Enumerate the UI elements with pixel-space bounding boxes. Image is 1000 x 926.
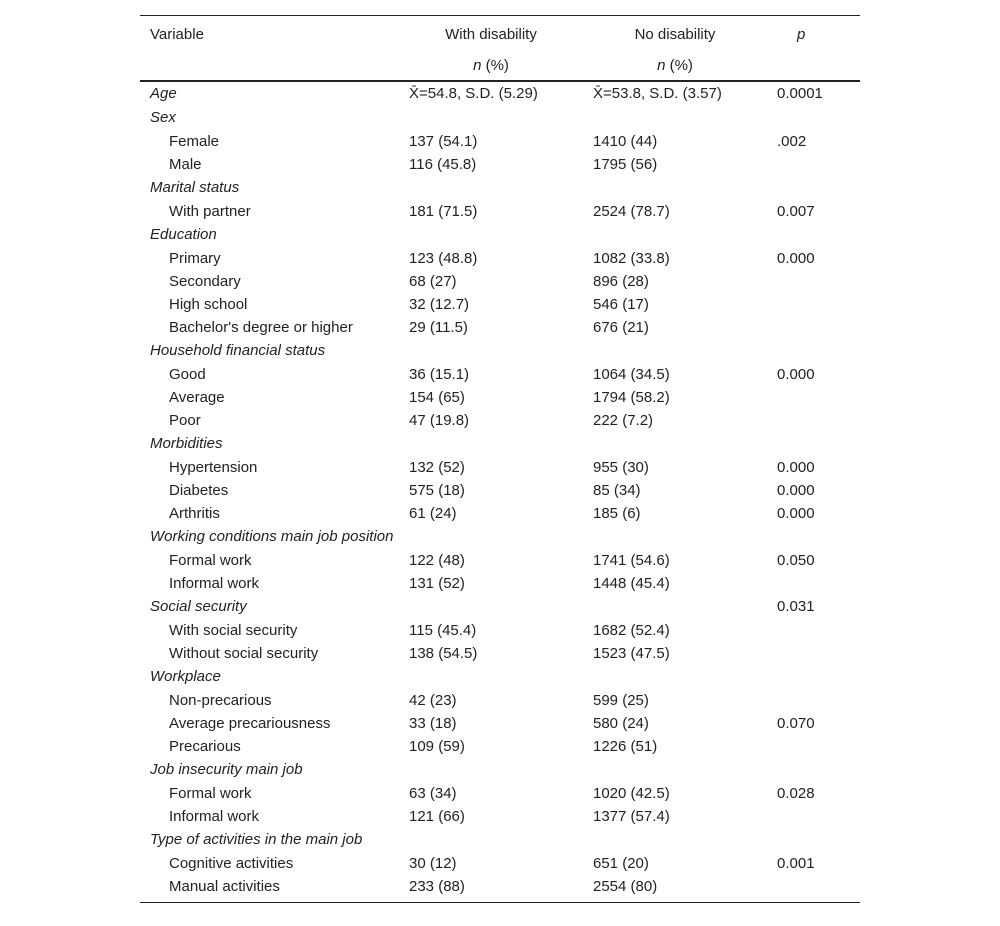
row-with-disability: 42 (23)	[409, 692, 457, 709]
row-no-disability: 1226 (51)	[593, 738, 658, 755]
row-with-disability: 68 (27)	[409, 273, 457, 290]
row-variable: Manual activities	[140, 875, 399, 903]
row-variable: Primary	[169, 250, 221, 267]
row-p-value	[767, 642, 860, 665]
table-row	[140, 456, 860, 479]
row-no-disability: 955 (30)	[593, 459, 649, 476]
row-with-disability: 63 (34)	[409, 785, 457, 802]
row-variable: Formal work	[169, 552, 252, 569]
row-p-value	[767, 758, 860, 782]
row-p-value	[767, 223, 860, 247]
row-with-disability: 123 (48.8)	[409, 250, 478, 267]
table-header	[140, 16, 860, 82]
table-row	[140, 619, 860, 642]
row-no-disability: 546 (17)	[593, 296, 649, 313]
table-row	[140, 549, 860, 572]
data-table	[140, 15, 860, 903]
row-with-disability	[399, 665, 583, 689]
row-p-value	[767, 735, 860, 758]
row-variable: Sex	[150, 109, 176, 126]
row-p-value: .002	[777, 133, 807, 150]
row-p-value	[767, 176, 860, 200]
row-no-disability: 2524 (78.7)	[593, 203, 670, 220]
table-row	[140, 852, 860, 875]
row-with-disability: 132 (52)	[409, 459, 465, 476]
row-no-disability: 1795 (56)	[593, 156, 658, 173]
row-with-disability: 138 (54.5)	[409, 645, 478, 662]
row-with-disability: X̄=54.8, S.D. (5.29)	[409, 85, 538, 102]
row-with-disability: 33 (18)	[409, 715, 457, 732]
row-p-value: 0.000	[777, 482, 815, 499]
row-no-disability	[583, 758, 767, 782]
row-no-disability	[583, 223, 767, 247]
row-variable: High school	[169, 296, 248, 313]
pct-label: (%)	[481, 56, 509, 74]
row-with-disability: 154 (65)	[409, 389, 465, 406]
row-no-disability: 1082 (33.8)	[593, 250, 670, 267]
header-with-n-pct	[399, 50, 583, 81]
row-variable: Male	[169, 156, 202, 173]
row-no-disability: 1794 (58.2)	[593, 389, 670, 406]
row-no-disability: 1523 (47.5)	[593, 645, 670, 662]
table-group-row	[140, 525, 860, 549]
header-p: p	[767, 16, 860, 51]
row-no-disability	[583, 595, 767, 619]
header-no-n-pct	[583, 50, 767, 81]
row-no-disability: 1410 (44)	[593, 133, 658, 150]
table-row	[140, 875, 860, 903]
row-variable: Average	[169, 389, 225, 406]
header-with-disability: With disability	[399, 16, 583, 51]
row-p-value	[767, 572, 860, 595]
row-variable: Morbidities	[150, 435, 223, 452]
table-group-row	[140, 758, 860, 782]
table-row	[140, 363, 860, 386]
row-p-value	[767, 153, 860, 176]
row-p-value: 0.070	[777, 715, 815, 732]
row-with-disability: 32 (12.7)	[409, 296, 470, 313]
n-label: n	[657, 56, 666, 74]
row-with-disability	[399, 176, 583, 200]
row-variable: Secondary	[169, 273, 241, 290]
row-with-disability: 30 (12)	[409, 855, 457, 872]
row-p-value	[767, 525, 860, 549]
row-with-disability: 47 (19.8)	[409, 412, 470, 429]
row-with-disability	[399, 525, 583, 549]
row-with-disability	[399, 758, 583, 782]
row-with-disability	[399, 106, 583, 130]
row-p-value: 0.000	[777, 366, 815, 383]
row-p-value	[767, 828, 860, 852]
table-body	[140, 81, 860, 903]
row-p-value: 0.007	[777, 203, 815, 220]
row-no-disability	[583, 339, 767, 363]
row-variable: Non-precarious	[169, 692, 272, 709]
row-no-disability: 222 (7.2)	[593, 412, 654, 429]
row-no-disability: 580 (24)	[593, 715, 649, 732]
row-no-disability	[583, 525, 767, 549]
row-p-value: 0.001	[777, 855, 815, 872]
row-p-value	[767, 432, 860, 456]
row-p-value	[767, 409, 860, 432]
table-group-row	[140, 432, 860, 456]
header-sub-empty	[767, 50, 860, 81]
row-p-value	[767, 689, 860, 712]
row-with-disability: 121 (66)	[409, 808, 465, 825]
table-group-row	[140, 665, 860, 689]
row-with-disability	[399, 339, 583, 363]
row-variable: Diabetes	[169, 482, 229, 499]
table-row	[140, 572, 860, 595]
row-variable: Workplace	[150, 668, 221, 685]
row-variable: Household financial status	[150, 342, 326, 359]
row-with-disability: 181 (71.5)	[409, 203, 478, 220]
row-variable: Job insecurity main job	[150, 761, 303, 778]
row-no-disability: 676 (21)	[593, 319, 649, 336]
table-row	[140, 735, 860, 758]
row-variable: Informal work	[169, 808, 260, 825]
row-with-disability: 115 (45.4)	[409, 622, 477, 639]
table-row	[140, 130, 860, 153]
row-no-disability	[583, 665, 767, 689]
row-p-value	[767, 339, 860, 363]
row-p-value: 0.000	[777, 505, 815, 522]
row-variable: With partner	[169, 203, 251, 220]
row-p-value	[767, 386, 860, 409]
row-p-value	[767, 270, 860, 293]
row-variable: Education	[150, 226, 217, 243]
table-group-row	[140, 223, 860, 247]
row-p-value	[767, 316, 860, 339]
row-with-disability	[399, 828, 583, 852]
row-p-value: 0.000	[777, 250, 815, 267]
row-variable: Precarious	[169, 738, 241, 755]
row-variable: Working conditions main job position	[150, 528, 394, 545]
row-variable: Age	[150, 85, 177, 102]
row-variable: With social security	[169, 622, 298, 639]
table-row	[140, 502, 860, 525]
row-variable: Female	[169, 133, 220, 150]
row-variable: Cognitive activities	[169, 855, 294, 872]
row-variable: Average precariousness	[169, 715, 331, 732]
row-with-disability: 116 (45.8)	[409, 156, 477, 173]
row-with-disability: 36 (15.1)	[409, 366, 470, 383]
row-with-disability: 109 (59)	[409, 738, 465, 755]
row-no-disability: 1448 (45.4)	[593, 575, 670, 592]
row-no-disability: 1377 (57.4)	[593, 808, 670, 825]
row-p-value	[767, 293, 860, 316]
row-with-disability: 137 (54.1)	[409, 133, 478, 150]
row-p-value	[767, 665, 860, 689]
table-row	[140, 200, 860, 223]
row-variable: Poor	[169, 412, 201, 429]
header-subrow	[140, 50, 860, 81]
row-p-value: 0.000	[777, 459, 815, 476]
row-no-disability: 1682 (52.4)	[593, 622, 670, 639]
table-row	[140, 642, 860, 665]
row-p-value	[767, 619, 860, 642]
row-variable: Without social security	[169, 645, 319, 662]
header-row	[140, 16, 860, 51]
table-row	[140, 805, 860, 828]
row-variable: Bachelor's degree or higher	[169, 319, 353, 336]
row-p-value: 0.050	[777, 552, 815, 569]
row-variable: Informal work	[169, 575, 260, 592]
table-group-row	[140, 595, 860, 619]
row-no-disability	[583, 828, 767, 852]
row-p-value	[767, 106, 860, 130]
row-no-disability: 599 (25)	[593, 692, 649, 709]
pct-label: (%)	[665, 56, 693, 74]
row-variable: Hypertension	[169, 459, 258, 476]
row-variable: Type of activities in the main job	[150, 831, 363, 848]
row-with-disability: 61 (24)	[409, 505, 457, 522]
row-with-disability: 575 (18)	[409, 482, 465, 499]
row-variable: Social security	[150, 598, 247, 615]
row-variable: Formal work	[169, 785, 252, 802]
table-row	[140, 153, 860, 176]
row-no-disability: 85 (34)	[593, 482, 641, 499]
row-with-disability	[399, 595, 583, 619]
table-group-row	[140, 176, 860, 200]
table-group-row	[140, 828, 860, 852]
table-row	[140, 270, 860, 293]
row-no-disability: 1741 (54.6)	[593, 552, 670, 569]
row-no-disability: 1020 (42.5)	[593, 785, 670, 802]
row-p-value: 0.031	[777, 598, 815, 615]
table-row	[140, 782, 860, 805]
n-label: n	[473, 56, 482, 74]
table-row	[140, 316, 860, 339]
table-group-row	[140, 339, 860, 363]
row-no-disability: 651 (20)	[593, 855, 649, 872]
row-no-disability: 1064 (34.5)	[593, 366, 670, 383]
table-row	[140, 293, 860, 316]
row-with-disability	[399, 432, 583, 456]
table-row	[140, 712, 860, 735]
row-with-disability: 29 (11.5)	[409, 319, 468, 336]
row-p-value: 0.028	[777, 785, 815, 802]
row-variable: Arthritis	[169, 505, 220, 522]
row-no-disability: 185 (6)	[593, 505, 641, 522]
table-group-row	[140, 106, 860, 130]
row-with-disability: 122 (48)	[409, 552, 465, 569]
table-row	[140, 247, 860, 270]
row-no-disability: X̄=53.8, S.D. (3.57)	[593, 85, 722, 102]
row-p-value	[767, 875, 860, 903]
table-row	[140, 386, 860, 409]
data-table-container	[140, 15, 860, 903]
row-no-disability	[583, 432, 767, 456]
row-no-disability	[583, 176, 767, 200]
row-with-disability: 131 (52)	[409, 575, 465, 592]
row-no-disability: 2554 (80)	[583, 875, 767, 903]
row-with-disability: 233 (88)	[399, 875, 583, 903]
row-no-disability	[583, 106, 767, 130]
table-row	[140, 689, 860, 712]
row-no-disability: 896 (28)	[593, 273, 649, 290]
table-group-row	[140, 81, 860, 106]
row-p-value: 0.0001	[777, 85, 823, 102]
row-variable: Good	[169, 366, 206, 383]
table-row	[140, 479, 860, 502]
header-no-disability: No disability	[583, 16, 767, 51]
row-p-value	[767, 805, 860, 828]
row-variable: Marital status	[150, 179, 240, 196]
header-variable: Variable	[140, 16, 399, 51]
row-with-disability	[399, 223, 583, 247]
table-row	[140, 409, 860, 432]
header-sub-empty	[140, 50, 399, 81]
